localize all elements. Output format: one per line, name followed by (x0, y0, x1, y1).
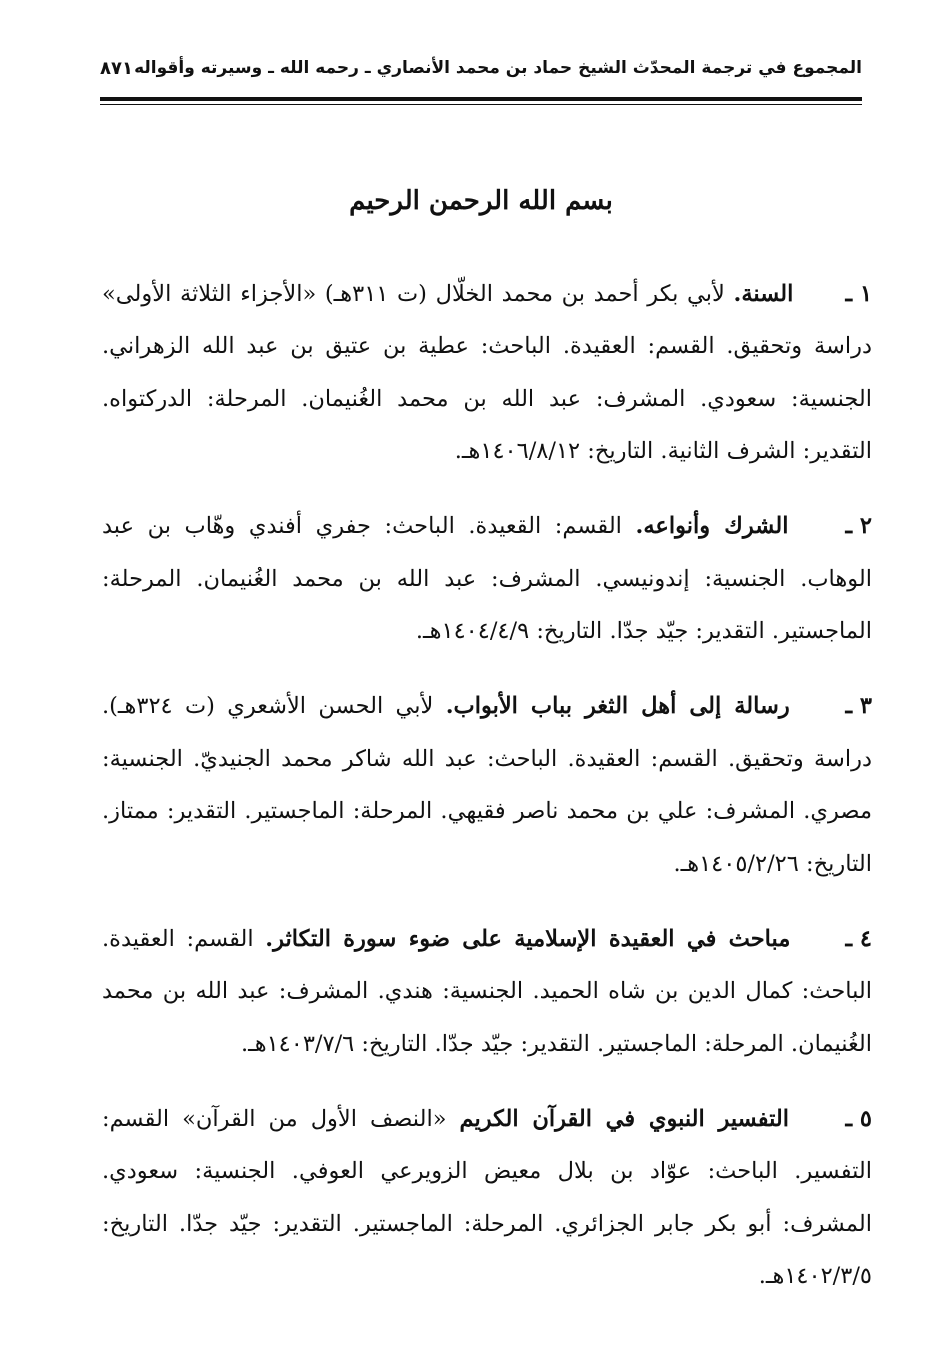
entry-title: السنة. (733, 280, 794, 307)
entry-4 (102, 913, 872, 1071)
entry-1 (102, 268, 872, 478)
entry-body: القسم: العقيدة. الباحث: كمال الدين بن شاه الحميد. الجنسية: هندي. المشرف: عبد الله بن محمد الغُنيمان. المرحلة: الماجستير. التقدير: جيّد جدّا. التاريخ: ١٤٠٣/٧/٦هـ. (102, 925, 872, 1057)
entry-number: ٤ ـ (845, 925, 873, 952)
entry-title: مباحث في العقيدة الإسلامية على ضوء سورة التكاثر. (265, 925, 791, 952)
entry-5 (102, 1093, 872, 1303)
entry-number: ٣ ـ (845, 693, 873, 719)
entry-2 (102, 500, 872, 658)
running-header (100, 48, 862, 88)
header-rule-thick (100, 97, 862, 101)
entry-body: لأبي الحسن الأشعري (ت ٣٢٤هـ). دراسة وتحقيق. القسم: العقيدة. الباحث: عبد الله شاكر محمد الجنيديّ. الجنسية: مصري. المشرف: علي بن محمد ناصر فقيهي. المرحلة: الماجستير. التقدير: ممتاز. التاريخ: ١٤٠٥/٢/٢٦هـ. (102, 693, 872, 877)
entry-number: ٢ ـ (845, 513, 873, 539)
entry-3 (102, 680, 872, 890)
entry-title: رسالة إلى أهل الثغر بباب الأبواب. (445, 693, 790, 719)
page-number: ٨٧١ (100, 57, 133, 79)
entries-list (102, 245, 872, 1307)
entry-body: «النصف الأول من القرآن» القسم: التفسير. الباحث: عوّاد بن بلال معيض الزويرعي العوفي. الجنسية: سعودي. المشرف: أبو بكر جابر الجزائري. المرحلة: الماجستير. التقدير: جيّد جدّا. التاريخ: ١٤٠٢/٣/٥هـ. (102, 1105, 872, 1289)
entry-title: التفسير النبوي في القرآن الكريم (459, 1105, 790, 1132)
entry-number: ٥ ـ (845, 1105, 873, 1132)
entry-body: لأبي بكر أحمد بن محمد الخلّال (ت ٣١١هـ) «الأجزاء الثلاثة الأولى» دراسة وتحقيق. القسم: العقيدة. الباحث: عطية بن عتيق بن عبد الله الزهراني. الجنسية: سعودي. المشرف: عبد الله بن محمد الغُنيمان. المرحلة: الدركتواه. التقدير: الشرف الثانية. التاريخ: ١٤٠٦/٨/١٢هـ. (102, 280, 872, 464)
entry-title: الشرك وأنواعه. (635, 513, 789, 539)
entry-number: ١ ـ (845, 280, 873, 307)
header-title: المجموع في ترجمة المحدّث الشيخ حماد بن محمد الأنصاري ـ رحمه الله ـ وسيرته وأقواله (134, 58, 862, 78)
header-rule-thin (100, 104, 862, 105)
basmala-heading: بسم الله الرحمن الرحيم (349, 186, 613, 216)
entry-body: القسم: القعيدة. الباحث: جفري أفندي وهّاب بن عبد الوهاب. الجنسية: إندونيسي. المشرف: عبد الله بن محمد الغُنيمان. المرحلة: الماجستير. التقدير: جيّد جدّا. التاريخ: ١٤٠٤/٤/٩هـ. (102, 513, 872, 644)
